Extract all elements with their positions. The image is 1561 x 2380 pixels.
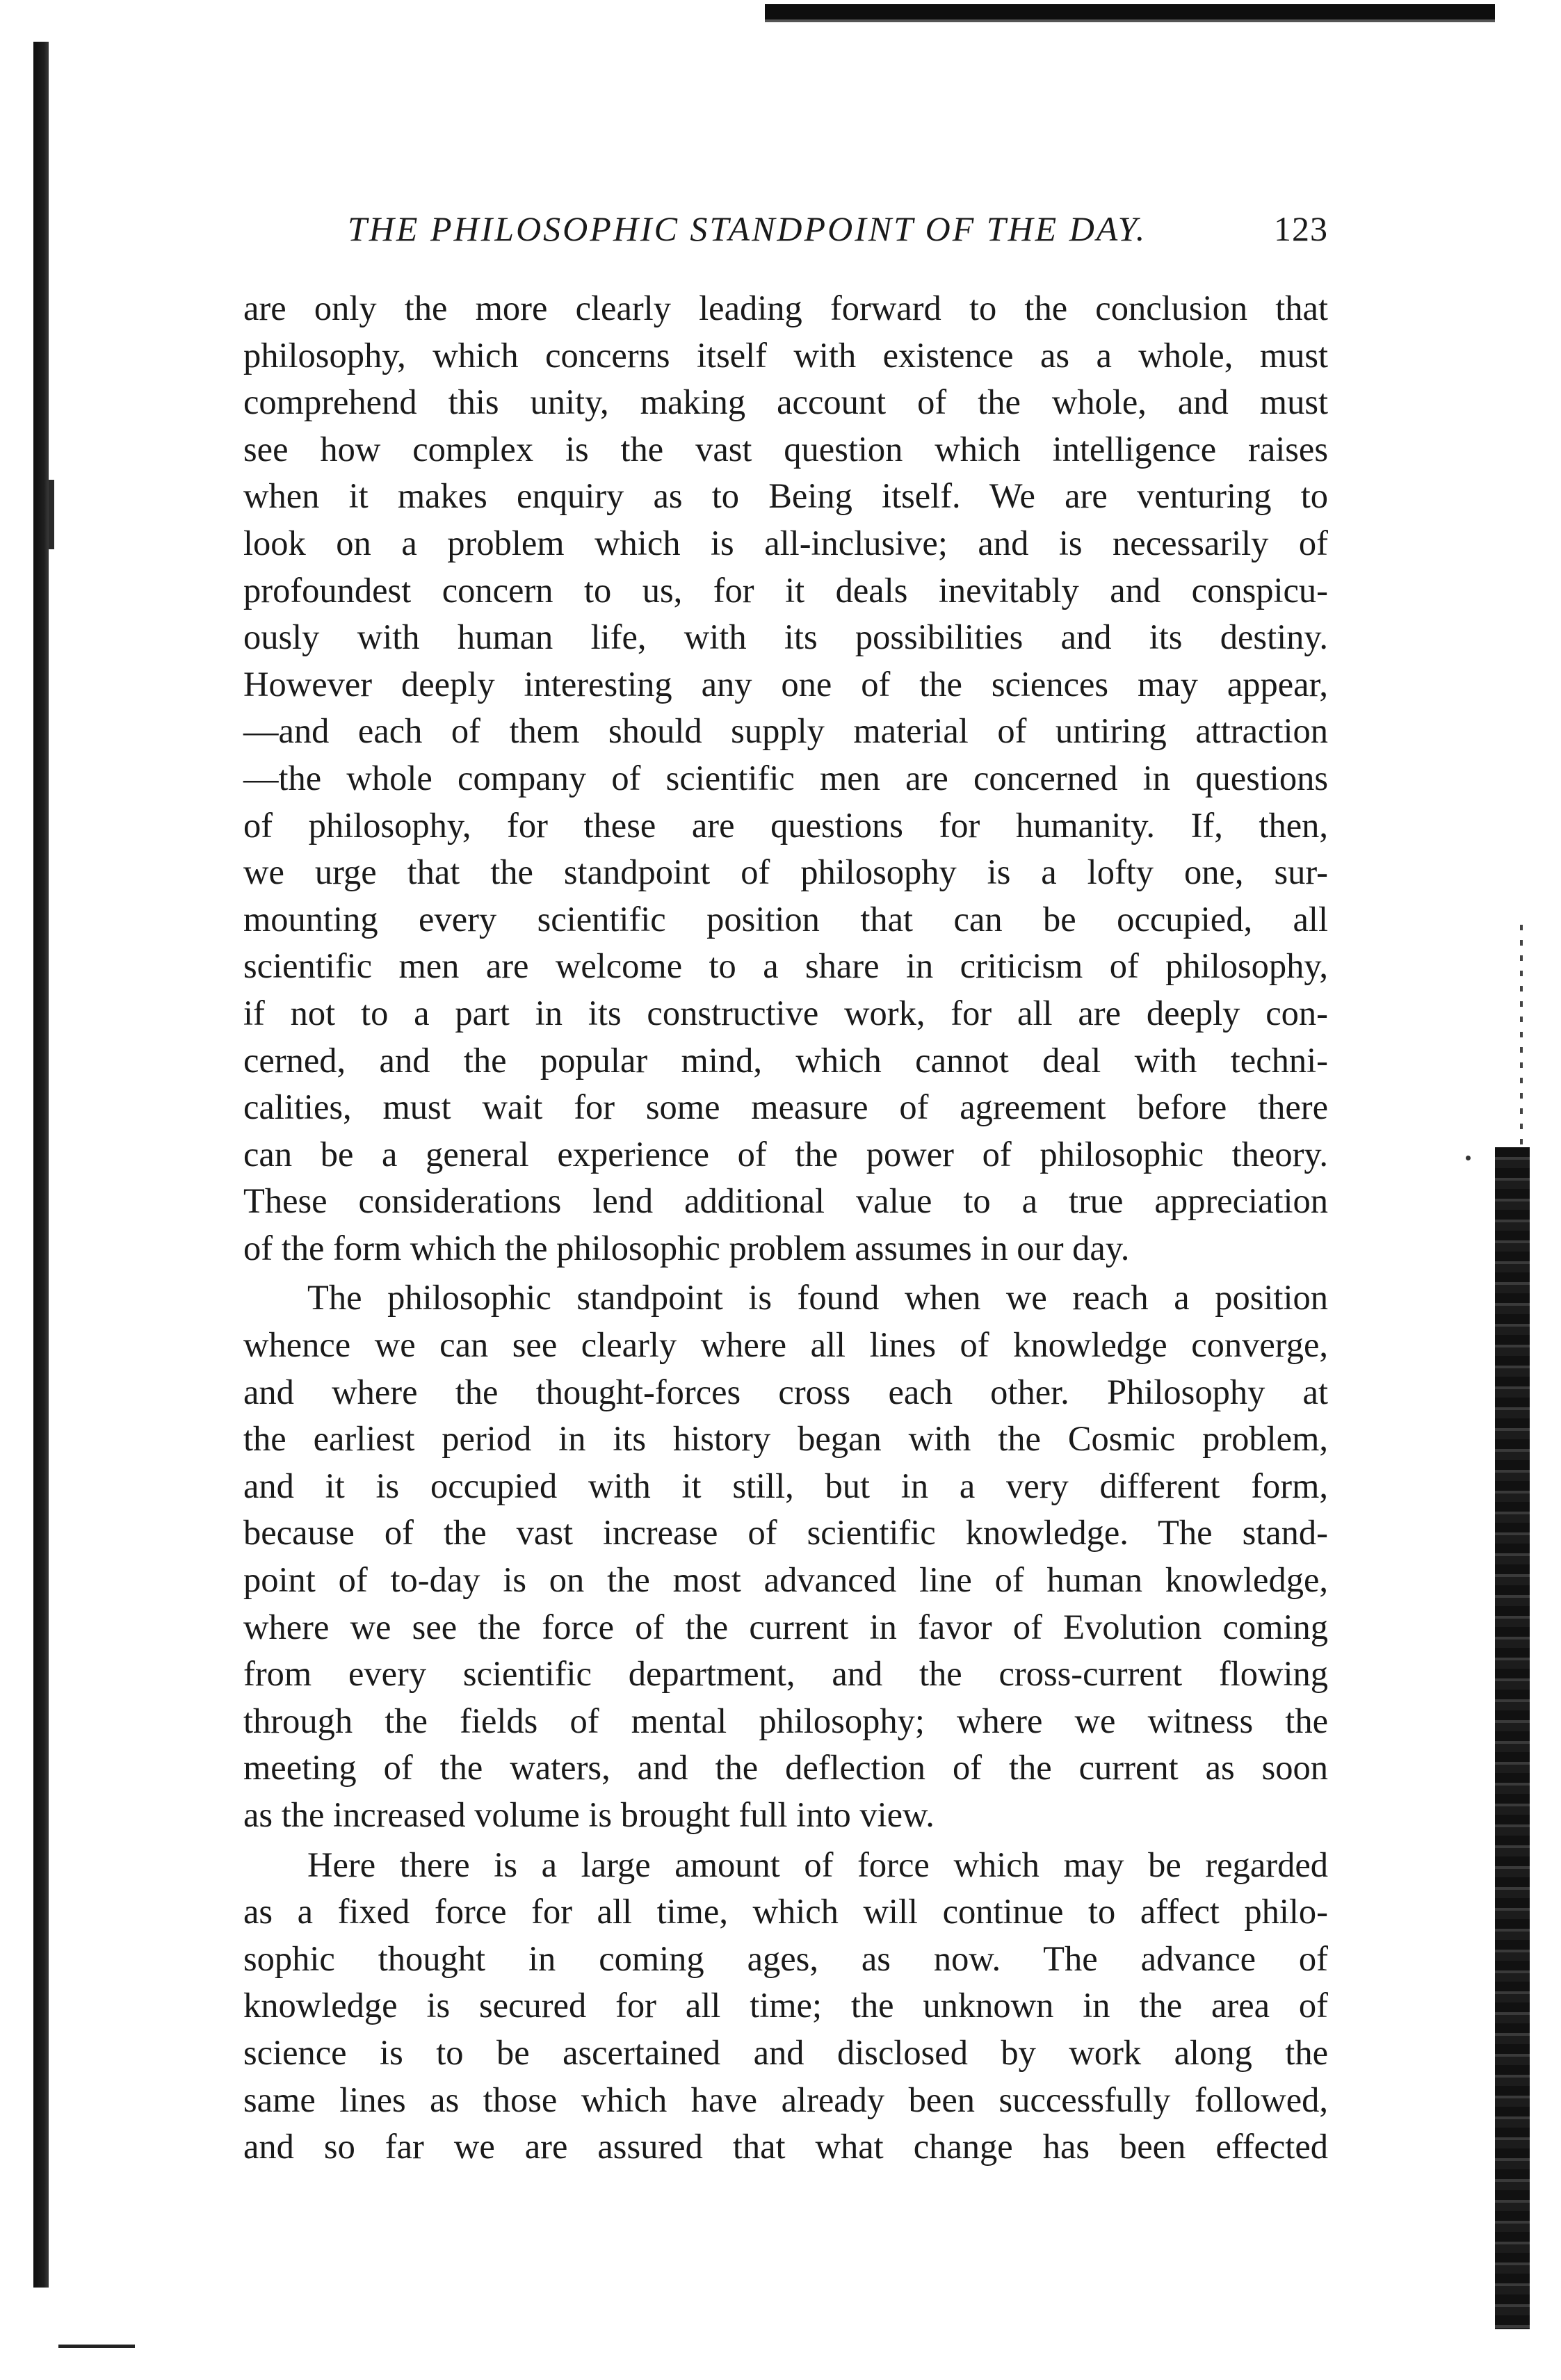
text-line: are only the more clearly leading forward to the conclusion that — [243, 289, 1328, 327]
text-line: profoundest concern to us, for it deals inevitably and conspicu- — [243, 570, 1328, 610]
text-line: look on a problem which is all-inclusive; and is necessarily of — [243, 523, 1328, 562]
text-line: The philosophic standpoint is found when we reach a position — [307, 1278, 1328, 1318]
page-number: 123 — [1274, 209, 1328, 248]
text-line: These considerations lend additional value to a true appreciation — [243, 1181, 1328, 1221]
text-line: of the form which the philosophic problem assumes in our day. — [243, 1228, 1130, 1268]
paragraph-3 — [243, 1842, 1328, 2171]
scan-notch — [49, 480, 54, 549]
text-line: knowledge is secured for all time; the unknown in the area of — [243, 1986, 1328, 2025]
scan-edge-left — [33, 42, 49, 2288]
text-line: from every scientific department, and the cross-current flowing — [243, 1654, 1328, 1694]
text-line: whence we can see clearly where all lines of knowledge converge, — [243, 1325, 1328, 1365]
text-line: science is to be ascertained and disclosed by work along the — [243, 2032, 1328, 2072]
text-line: scientific men are welcome to a share in criticism of philosophy, — [243, 946, 1328, 986]
text-line: through the fields of mental philosophy; where we witness the — [243, 1701, 1328, 1740]
text-line: However deeply interesting any one of the sciences may appear, — [243, 664, 1328, 704]
scan-dot — [1466, 1156, 1471, 1160]
paragraph-2 — [243, 1274, 1328, 1838]
text-line: of philosophy, for these are questions for humanity. If, then, — [243, 805, 1328, 845]
text-line: as a fixed force for all time, which will continue to affect philo- — [243, 1892, 1328, 1932]
text-line: same lines as those which have already been successfully followed, — [243, 2080, 1328, 2119]
text-line: see how complex is the vast question which intelligence raises — [243, 429, 1328, 469]
text-line: and so far we are assured that what change has been effected — [243, 2127, 1328, 2167]
text-line: point of to-day is on the most advanced line of human knowledge, — [243, 1560, 1328, 1600]
text-line: and it is occupied with it still, but in a very different form, — [243, 1466, 1328, 1505]
paragraph-1 — [243, 285, 1328, 1272]
text-line: comprehend this unity, making account of the whole, and must — [243, 382, 1328, 422]
text-line: as the increased volume is brought full into view. — [243, 1795, 935, 1834]
scan-edge-right — [1495, 1147, 1530, 2329]
text-line: mounting every scientific position that can be occupied, all — [243, 899, 1328, 939]
text-line: the earliest period in its history began with the Cosmic problem, — [243, 1419, 1328, 1459]
text-line: we urge that the standpoint of philosophy is a lofty one, sur- — [243, 852, 1328, 892]
text-line: —the whole company of scientific men are concerned in questions — [243, 758, 1328, 798]
body-text — [243, 285, 1328, 2171]
text-line: Here there is a large amount of force which may be regarded — [307, 1845, 1328, 1884]
text-line: ously with human life, with its possibilities and its destiny. — [243, 617, 1328, 657]
scan-edge-top — [765, 4, 1495, 21]
text-line: where we see the force of the current in favor of Evolution coming — [243, 1607, 1328, 1646]
text-line: can be a general experience of the power of philosophic theory. — [243, 1134, 1328, 1174]
running-title: THE PHILOSOPHIC STANDPOINT OF THE DAY. — [348, 209, 1147, 248]
text-line: philosophy, which concerns itself with existence as a whole, must — [243, 335, 1328, 375]
text-line: meeting of the waters, and the deflection of the current as soon — [243, 1748, 1328, 1788]
scan-foot-mark — [58, 2345, 135, 2348]
text-line: calities, must wait for some measure of agreement before there — [243, 1087, 1328, 1127]
text-line: and where the thought-forces cross each other. Philosophy at — [243, 1372, 1328, 1411]
scan-edge-top-rule — [765, 19, 1495, 22]
page-header — [243, 197, 1328, 260]
text-line: —and each of them should supply material of untiring attraction — [243, 711, 1328, 751]
text-line: if not to a part in its constructive work, for all are deeply con- — [243, 993, 1328, 1033]
text-line: when it makes enquiry as to Being itself. We are venturing to — [243, 476, 1328, 516]
text-line: sophic thought in coming ages, as now. The advance of — [243, 1938, 1328, 1978]
text-line: because of the vast increase of scientific knowledge. The stand- — [243, 1513, 1328, 1553]
text-line: cerned, and the popular mind, which cannot deal with techni- — [243, 1040, 1328, 1080]
scan-dashes-right — [1520, 925, 1523, 1147]
